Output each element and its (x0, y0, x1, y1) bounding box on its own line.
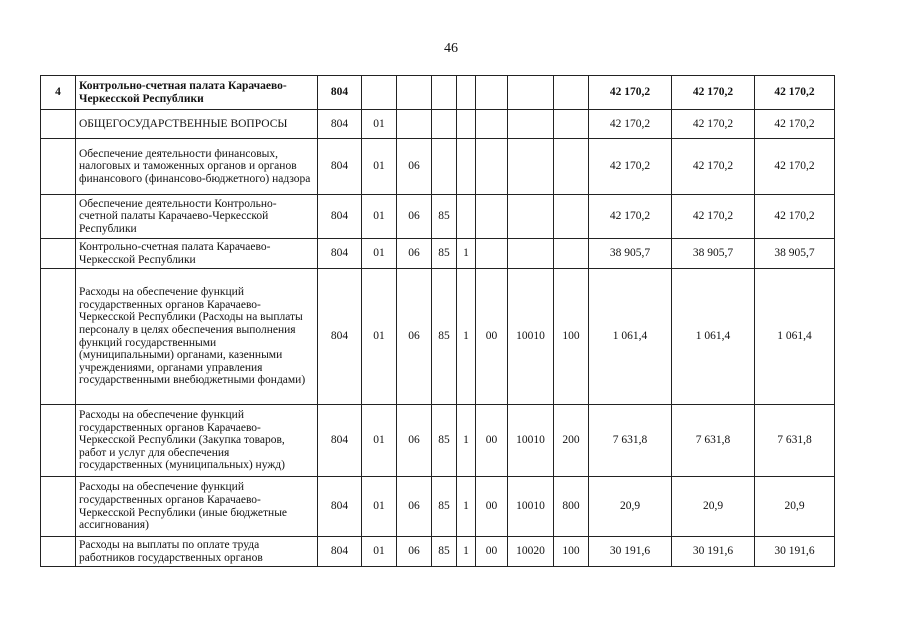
amount-col1-cell: 38 905,7 (589, 239, 672, 269)
target-code-part1-cell: 85 (432, 477, 457, 537)
expense-type-cell: 200 (554, 405, 589, 477)
target-code-part3-cell: 00 (476, 477, 508, 537)
page-number: 46 (444, 41, 458, 56)
amount-col3-cell: 1 061,4 (755, 269, 835, 405)
ved-code-cell: 804 (318, 477, 362, 537)
target-code-part1-cell: 85 (432, 239, 457, 269)
ved-code-cell: 804 (318, 239, 362, 269)
item-name-cell: Контрольно-счетная палата Карачаево-Черкесской Республики (76, 239, 318, 269)
expense-type-cell (554, 76, 589, 110)
target-code-part3-cell (476, 139, 508, 195)
table-row (41, 477, 835, 537)
amount-col3-cell: 20,9 (755, 477, 835, 537)
table-row (41, 405, 835, 477)
amount-col2-cell: 20,9 (672, 477, 755, 537)
amount-col2-cell: 42 170,2 (672, 139, 755, 195)
subsection-code-cell: 06 (397, 537, 432, 567)
table-row (41, 269, 835, 405)
target-code-part4-cell (508, 239, 554, 269)
row-number-cell (41, 269, 76, 405)
amount-col2-cell: 30 191,6 (672, 537, 755, 567)
amount-col2-cell: 7 631,8 (672, 405, 755, 477)
section-code-cell: 01 (362, 110, 397, 139)
expense-type-cell: 100 (554, 269, 589, 405)
subsection-code-cell: 06 (397, 405, 432, 477)
target-code-part1-cell: 85 (432, 269, 457, 405)
row-number-cell (41, 405, 76, 477)
amount-col3-cell: 42 170,2 (755, 195, 835, 239)
amount-col1-cell: 42 170,2 (589, 139, 672, 195)
target-code-part1-cell: 85 (432, 537, 457, 567)
amount-col2-cell: 38 905,7 (672, 239, 755, 269)
target-code-part2-cell: 1 (457, 537, 476, 567)
row-number-cell (41, 139, 76, 195)
target-code-part1-cell (432, 76, 457, 110)
expense-type-cell (554, 239, 589, 269)
subsection-code-cell: 06 (397, 477, 432, 537)
item-name-cell: Расходы на обеспечение функций государственных органов Карачаево-Черкесской Республики (Закупка товаров, работ и услуг для обеспечения государственных (муниципальных) нужд) (76, 405, 318, 477)
ved-code-cell: 804 (318, 405, 362, 477)
target-code-part2-cell: 1 (457, 477, 476, 537)
target-code-part3-cell (476, 110, 508, 139)
target-code-part4-cell (508, 76, 554, 110)
item-name-cell: Контрольно-счетная палата Карачаево-Черкесской Республики (76, 76, 318, 110)
target-code-part1-cell (432, 139, 457, 195)
amount-col3-cell: 38 905,7 (755, 239, 835, 269)
target-code-part4-cell (508, 195, 554, 239)
expense-type-cell: 800 (554, 477, 589, 537)
section-code-cell: 01 (362, 269, 397, 405)
target-code-part4-cell: 10020 (508, 537, 554, 567)
row-number-cell: 4 (41, 76, 76, 110)
target-code-part2-cell: 1 (457, 405, 476, 477)
target-code-part2-cell (457, 195, 476, 239)
subsection-code-cell: 06 (397, 195, 432, 239)
amount-col1-cell: 42 170,2 (589, 195, 672, 239)
section-code-cell: 01 (362, 405, 397, 477)
amount-col3-cell: 42 170,2 (755, 110, 835, 139)
target-code-part1-cell (432, 110, 457, 139)
ved-code-cell: 804 (318, 269, 362, 405)
amount-col1-cell: 42 170,2 (589, 76, 672, 110)
section-code-cell: 01 (362, 195, 397, 239)
target-code-part2-cell (457, 110, 476, 139)
item-name-cell: Расходы на обеспечение функций государственных органов Карачаево-Черкесской Республики (иные бюджетные ассигнования) (76, 477, 318, 537)
row-number-cell (41, 477, 76, 537)
target-code-part3-cell: 00 (476, 537, 508, 567)
table-row (41, 110, 835, 139)
amount-col2-cell: 42 170,2 (672, 110, 755, 139)
amount-col1-cell: 7 631,8 (589, 405, 672, 477)
subsection-code-cell (397, 76, 432, 110)
expense-type-cell: 100 (554, 537, 589, 567)
item-name-cell: Обеспечение деятельности финансовых, налоговых и таможенных органов и органов финансового (финансово-бюджетного) надзора (76, 139, 318, 195)
target-code-part4-cell (508, 139, 554, 195)
section-code-cell: 01 (362, 239, 397, 269)
amount-col2-cell: 42 170,2 (672, 76, 755, 110)
item-name-cell: Расходы на обеспечение функций государственных органов Карачаево-Черкесской Республики (Расходы на выплаты персоналу в целях обеспечения выполнения функций государственными (муниципальными) органами, казенными учреждениями, органами управления государственными внебюджетными фондами) (76, 269, 318, 405)
ved-code-cell: 804 (318, 110, 362, 139)
subsection-code-cell: 06 (397, 269, 432, 405)
target-code-part3-cell: 00 (476, 269, 508, 405)
target-code-part1-cell: 85 (432, 405, 457, 477)
subsection-code-cell: 06 (397, 239, 432, 269)
target-code-part2-cell (457, 76, 476, 110)
item-name-cell: ОБЩЕГОСУДАРСТВЕННЫЕ ВОПРОСЫ (76, 110, 318, 139)
target-code-part3-cell (476, 239, 508, 269)
table-row (41, 139, 835, 195)
table-row (41, 537, 835, 567)
ved-code-cell: 804 (318, 139, 362, 195)
target-code-part2-cell: 1 (457, 269, 476, 405)
item-name-cell: Обеспечение деятельности Контрольно-счетной палаты Карачаево-Черкесской Республики (76, 195, 318, 239)
ved-code-cell: 804 (318, 537, 362, 567)
row-number-cell (41, 195, 76, 239)
table-row (41, 76, 835, 110)
target-code-part2-cell: 1 (457, 239, 476, 269)
subsection-code-cell: 06 (397, 139, 432, 195)
subsection-code-cell (397, 110, 432, 139)
target-code-part3-cell (476, 76, 508, 110)
section-code-cell (362, 76, 397, 110)
expense-type-cell (554, 195, 589, 239)
amount-col1-cell: 30 191,6 (589, 537, 672, 567)
target-code-part1-cell: 85 (432, 195, 457, 239)
target-code-part4-cell: 10010 (508, 269, 554, 405)
section-code-cell: 01 (362, 477, 397, 537)
budget-table-body (41, 76, 835, 567)
budget-table (40, 75, 835, 567)
expense-type-cell (554, 139, 589, 195)
amount-col1-cell: 42 170,2 (589, 110, 672, 139)
amount-col3-cell: 30 191,6 (755, 537, 835, 567)
expense-type-cell (554, 110, 589, 139)
amount-col1-cell: 20,9 (589, 477, 672, 537)
amount-col3-cell: 42 170,2 (755, 76, 835, 110)
table-row (41, 239, 835, 269)
target-code-part3-cell (476, 195, 508, 239)
target-code-part2-cell (457, 139, 476, 195)
table-row (41, 195, 835, 239)
item-name-cell: Расходы на выплаты по оплате труда работников государственных органов (76, 537, 318, 567)
row-number-cell (41, 537, 76, 567)
ved-code-cell: 804 (318, 76, 362, 110)
ved-code-cell: 804 (318, 195, 362, 239)
target-code-part3-cell: 00 (476, 405, 508, 477)
amount-col2-cell: 1 061,4 (672, 269, 755, 405)
amount-col3-cell: 42 170,2 (755, 139, 835, 195)
section-code-cell: 01 (362, 537, 397, 567)
target-code-part4-cell: 10010 (508, 405, 554, 477)
row-number-cell (41, 239, 76, 269)
amount-col2-cell: 42 170,2 (672, 195, 755, 239)
amount-col3-cell: 7 631,8 (755, 405, 835, 477)
section-code-cell: 01 (362, 139, 397, 195)
amount-col1-cell: 1 061,4 (589, 269, 672, 405)
target-code-part4-cell (508, 110, 554, 139)
target-code-part4-cell: 10010 (508, 477, 554, 537)
row-number-cell (41, 110, 76, 139)
